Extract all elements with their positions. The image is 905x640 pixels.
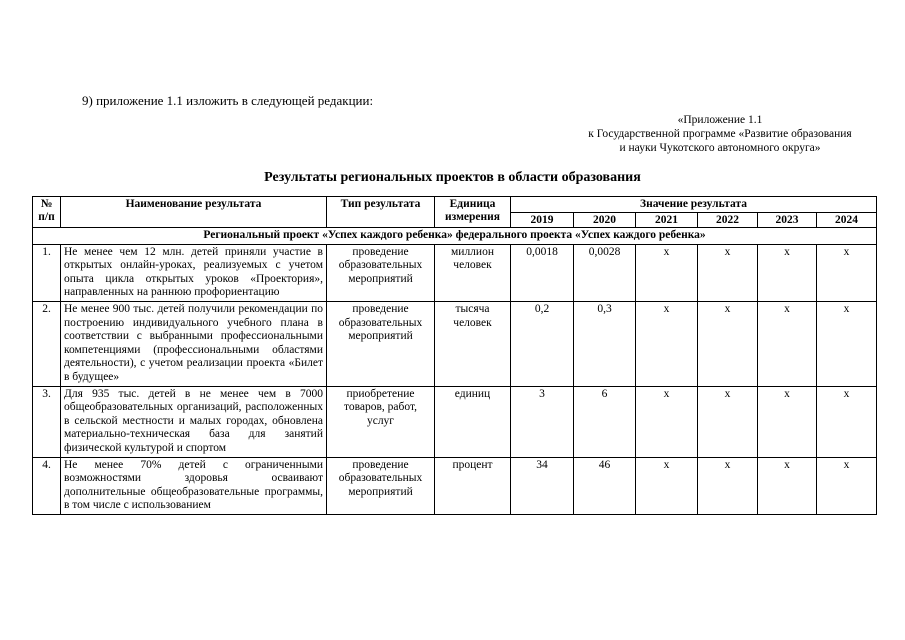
appendix-line-2: к Государственной программе «Развитие образования xyxy=(588,128,852,140)
header-num-line1: № xyxy=(40,198,53,210)
header-year-2022: 2022 xyxy=(698,212,758,228)
header-year-2021: 2021 xyxy=(636,212,698,228)
row-value-2023: х xyxy=(758,386,817,457)
row-value-2024: х xyxy=(817,301,877,386)
header-name: Наименование результата xyxy=(61,197,327,228)
appendix-line-1: «Приложение 1.1 xyxy=(677,114,763,126)
row-value-2023: х xyxy=(758,244,817,301)
row-value-2021: х xyxy=(636,244,698,301)
row-value-2019: 3 xyxy=(511,386,574,457)
row-num: 4. xyxy=(33,457,61,514)
row-value-2019: 34 xyxy=(511,457,574,514)
row-num: 3. xyxy=(33,386,61,457)
results-table xyxy=(32,196,877,515)
row-value-2022: х xyxy=(698,301,758,386)
row-value-2023: х xyxy=(758,457,817,514)
row-type: проведение образовательных мероприятий xyxy=(327,457,435,514)
row-unit: миллион человек xyxy=(435,244,511,301)
header-type: Тип результата xyxy=(327,197,435,228)
row-value-2020: 6 xyxy=(574,386,636,457)
row-value-2024: х xyxy=(817,457,877,514)
row-value-2019: 0,2 xyxy=(511,301,574,386)
row-value-2023: х xyxy=(758,301,817,386)
row-value-2020: 0,3 xyxy=(574,301,636,386)
header-num-line2: п/п xyxy=(38,210,55,223)
header-value: Значение результата xyxy=(511,197,877,213)
header-year-2019: 2019 xyxy=(511,212,574,228)
appendix-reference xyxy=(540,113,900,155)
row-value-2021: х xyxy=(636,301,698,386)
row-value-2021: х xyxy=(636,457,698,514)
document-title: Результаты региональных проектов в области образования xyxy=(264,170,641,185)
row-value-2022: х xyxy=(698,457,758,514)
header-year-2023: 2023 xyxy=(758,212,817,228)
intro-text: 9) приложение 1.1 изложить в следующей редакции: xyxy=(82,93,374,108)
row-name: Не менее чем 12 млн. детей приняли участие в открытых онлайн-уроках, реализуемых с учетом опыта цикла открытых уроков «Проектория», направленных на раннюю профориентацию xyxy=(61,244,327,301)
header-year-2020: 2020 xyxy=(574,212,636,228)
table-row xyxy=(33,457,877,514)
row-type: проведение образовательных мероприятий xyxy=(327,244,435,301)
row-value-2020: 0,0028 xyxy=(574,244,636,301)
table-row xyxy=(33,301,877,386)
header-row-1 xyxy=(33,197,877,213)
header-num xyxy=(33,197,61,228)
table-row xyxy=(33,386,877,457)
row-value-2022: х xyxy=(698,244,758,301)
row-num: 1. xyxy=(33,244,61,301)
appendix-line-3: и науки Чукотского автономного округа» xyxy=(619,142,821,154)
table-row xyxy=(33,244,877,301)
row-name: Не менее 900 тыс. детей получили рекомендации по построению индивидуального учебного плана в соответствии с выбранными профессиональными компетенциями (профессиональными областями деятельности), с учетом реализации проекта «Билет в будущее» xyxy=(61,301,327,386)
row-value-2020: 46 xyxy=(574,457,636,514)
row-unit: процент xyxy=(435,457,511,514)
row-value-2021: х xyxy=(636,386,698,457)
row-value-2024: х xyxy=(817,244,877,301)
header-unit-line1: Единица xyxy=(449,198,496,210)
row-type: проведение образовательных мероприятий xyxy=(327,301,435,386)
header-year-2024: 2024 xyxy=(817,212,877,228)
row-unit: тысяча человек xyxy=(435,301,511,386)
section-title: Региональный проект «Успех каждого ребенка» федерального проекта «Успех каждого ребенка» xyxy=(33,228,877,245)
row-name: Не менее 70% детей с ограниченными возможностями здоровья осваивают дополнительные общеобразовательные программы, в том числе с использованием xyxy=(61,457,327,514)
row-value-2022: х xyxy=(698,386,758,457)
row-name: Для 935 тыс. детей в не менее чем в 7000 общеобразовательных организаций, расположенных в сельской местности и малых городах, обновлена материально-техническая база для занятий физической культурой и спортом xyxy=(61,386,327,457)
row-num: 2. xyxy=(33,301,61,386)
section-row xyxy=(33,228,877,245)
row-value-2019: 0,0018 xyxy=(511,244,574,301)
row-value-2024: х xyxy=(817,386,877,457)
header-unit xyxy=(435,197,511,228)
header-unit-line2: измерения xyxy=(445,210,500,223)
row-type: приобретение товаров, работ, услуг xyxy=(327,386,435,457)
row-unit: единиц xyxy=(435,386,511,457)
